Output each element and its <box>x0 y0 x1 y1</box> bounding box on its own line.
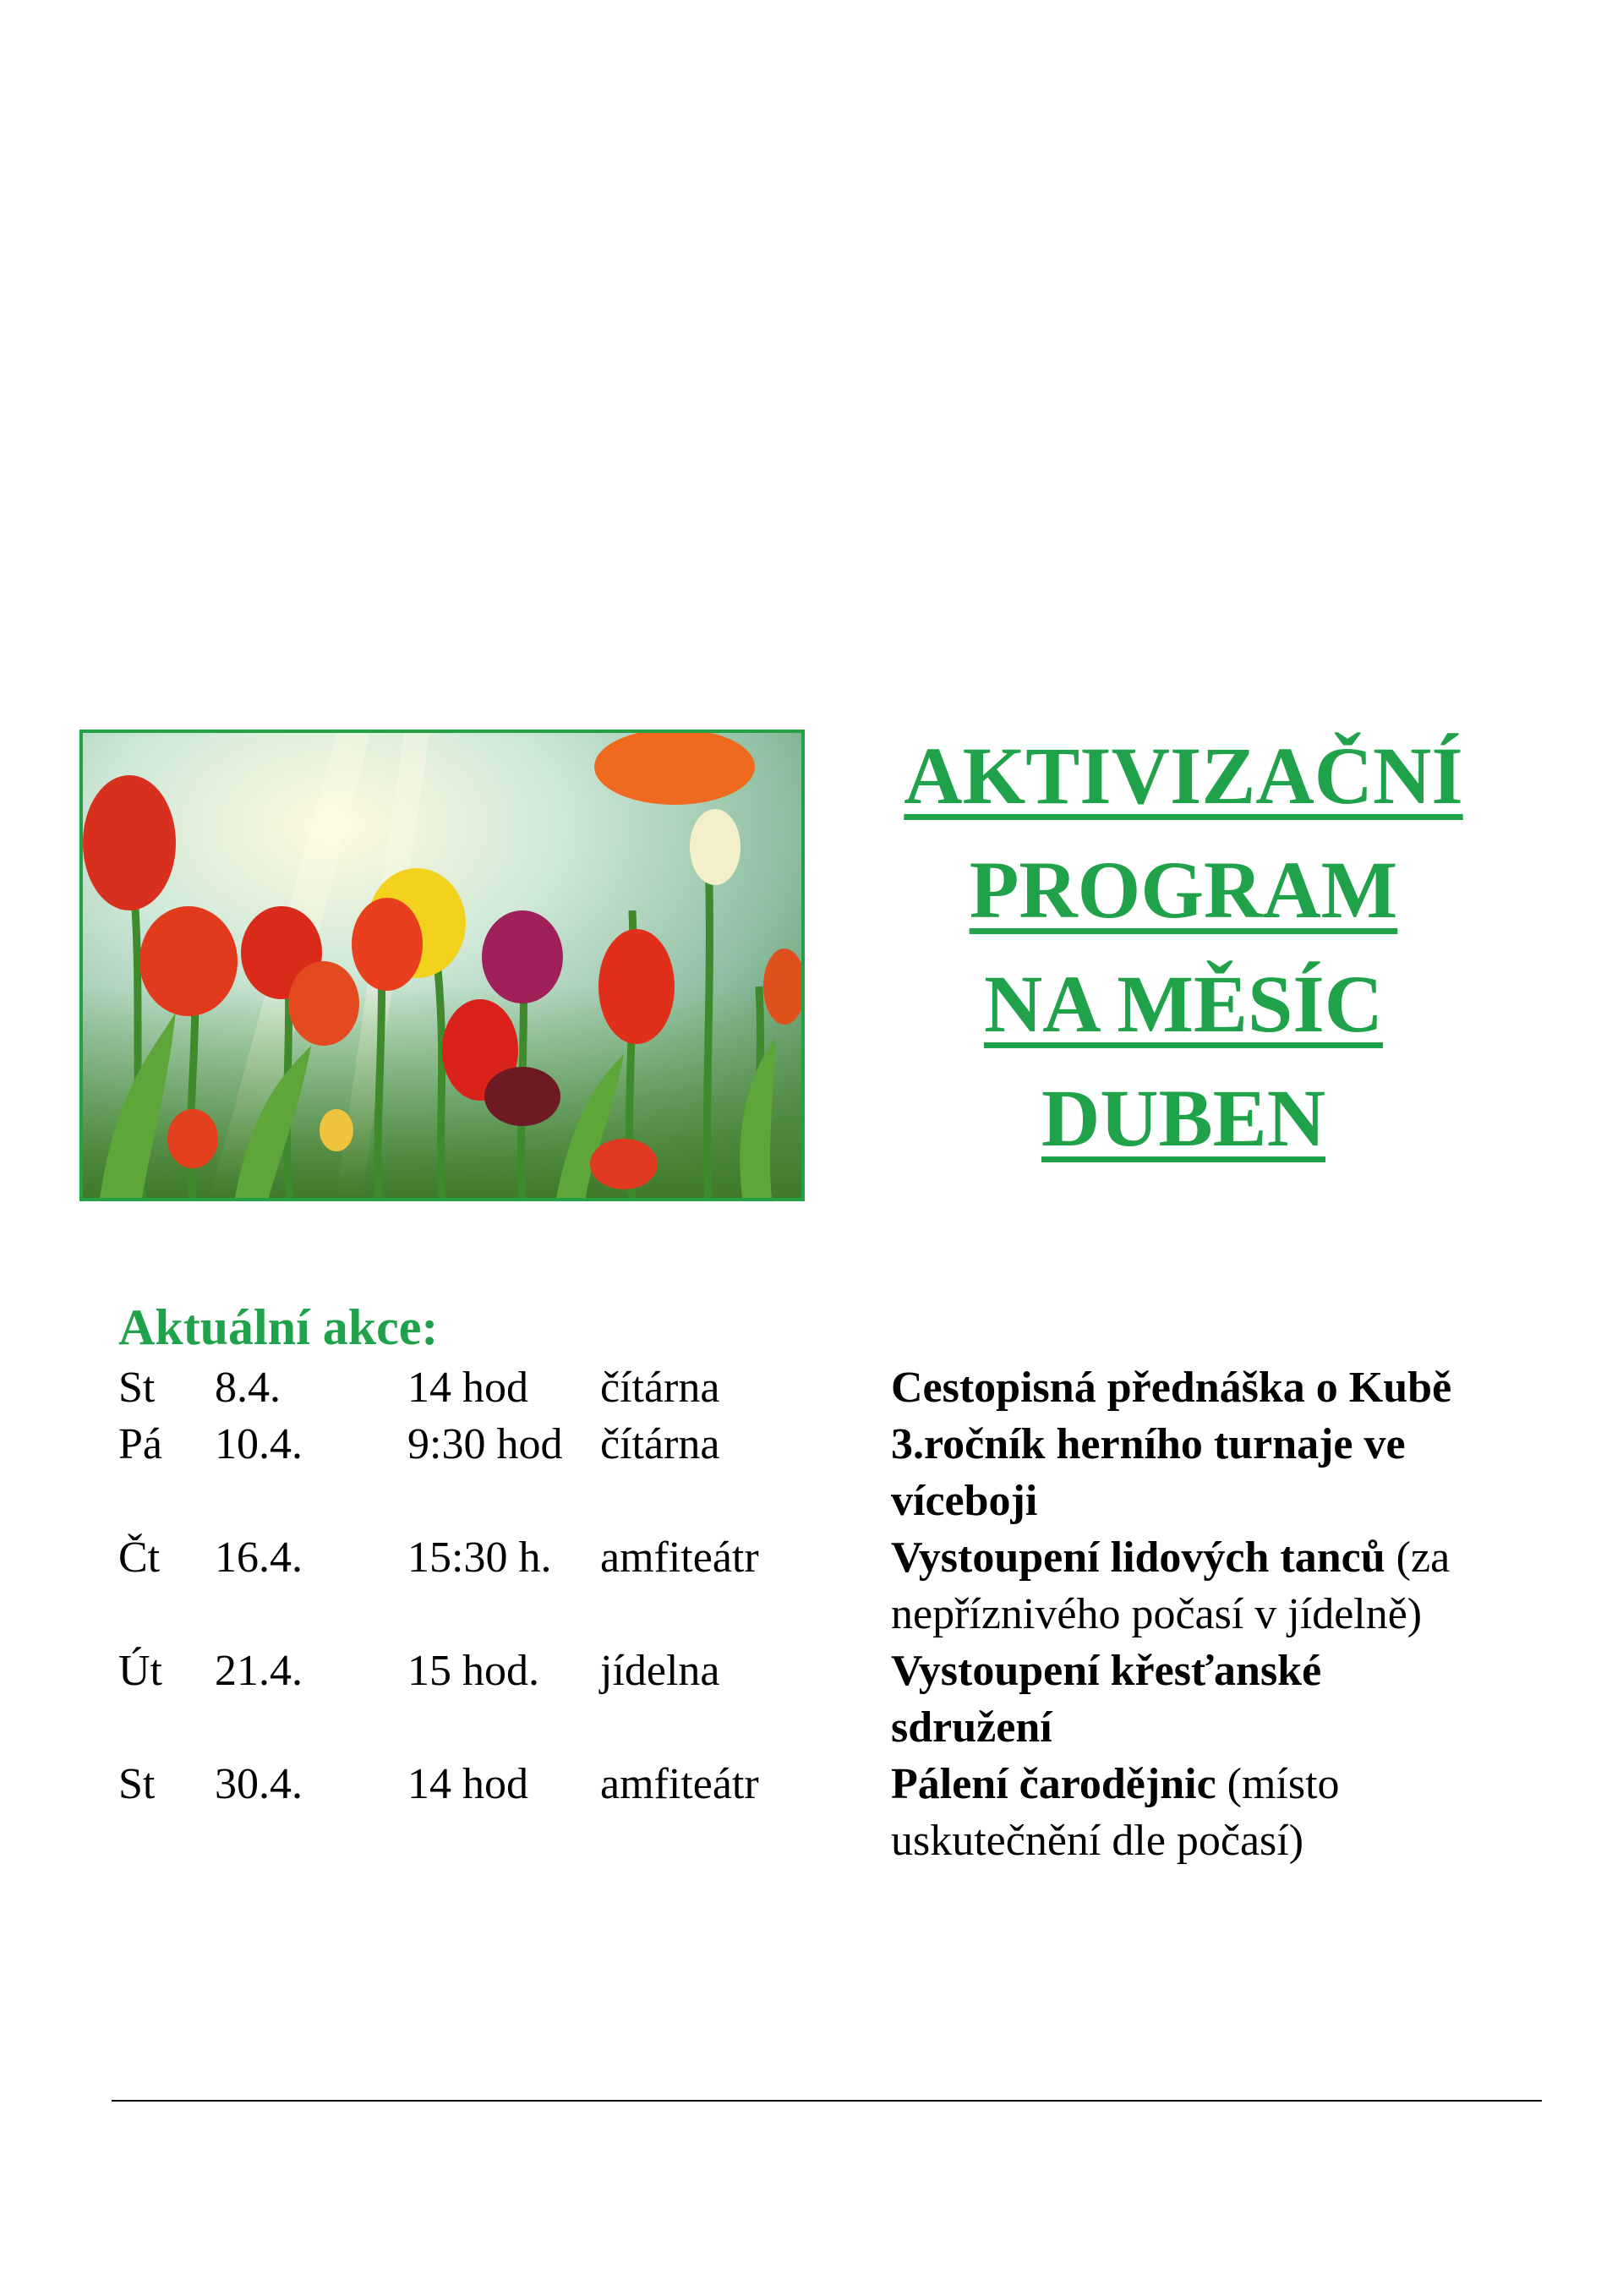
event-date: 10.4. <box>215 1420 303 1468</box>
event-title: Cestopisná přednáška o Kubě <box>891 1364 1452 1412</box>
event-row <box>118 1359 1555 1416</box>
title-line: AKTIVIZAČNÍ <box>904 730 1463 821</box>
event-description <box>891 1529 1542 1643</box>
event-description <box>891 1643 1398 1756</box>
event-note: (za nepříznivého počasí v jídelně) <box>891 1533 1451 1638</box>
event-day: St <box>118 1364 156 1412</box>
event-description <box>891 1416 1415 1529</box>
event-day: Čt <box>118 1533 161 1582</box>
event-place: amfiteátr <box>600 1760 759 1808</box>
event-date: 21.4. <box>215 1647 303 1695</box>
event-date: 16.4. <box>215 1533 303 1582</box>
section-heading: Aktuální akce: <box>118 1299 439 1355</box>
event-row <box>118 1756 1555 1869</box>
title-line: NA MĚSÍC <box>983 959 1384 1049</box>
event-title: Pálení čarodějnic <box>891 1760 1216 1808</box>
event-place: jídelna <box>600 1647 720 1695</box>
event-row <box>118 1643 1555 1756</box>
title-line: DUBEN <box>1041 1073 1326 1163</box>
event-title: 3.ročník herního turnaje ve víceboji <box>891 1420 1406 1525</box>
event-title: Vystoupení lidových tanců <box>891 1533 1385 1582</box>
event-note: (místo uskutečnění dle počasí) <box>891 1760 1340 1865</box>
event-day: Pá <box>118 1420 162 1468</box>
page-title <box>828 719 1538 1175</box>
event-time: 14 hod <box>407 1364 528 1412</box>
event-place: čítárna <box>600 1364 720 1412</box>
title-line: PROGRAM <box>969 845 1398 935</box>
event-time: 15:30 h. <box>407 1533 552 1582</box>
event-time: 9:30 hod <box>407 1420 563 1468</box>
event-date: 30.4. <box>215 1760 303 1808</box>
tulips-photo <box>79 730 805 1201</box>
event-date: 8.4. <box>215 1364 281 1412</box>
footer-divider <box>112 2100 1542 2102</box>
event-time: 15 hod. <box>407 1647 539 1695</box>
event-row <box>118 1529 1555 1643</box>
event-day: St <box>118 1760 156 1808</box>
event-title: Vystoupení křesťanské sdružení <box>891 1647 1322 1752</box>
event-place: čítárna <box>600 1420 720 1468</box>
event-place: amfiteátr <box>600 1533 759 1582</box>
event-time: 14 hod <box>407 1760 528 1808</box>
event-day: Út <box>118 1647 162 1695</box>
event-description <box>891 1756 1449 1869</box>
event-row <box>118 1416 1555 1529</box>
events-list <box>118 1359 1555 1869</box>
event-description <box>891 1359 1542 1416</box>
tulips-illustration <box>83 733 801 1198</box>
